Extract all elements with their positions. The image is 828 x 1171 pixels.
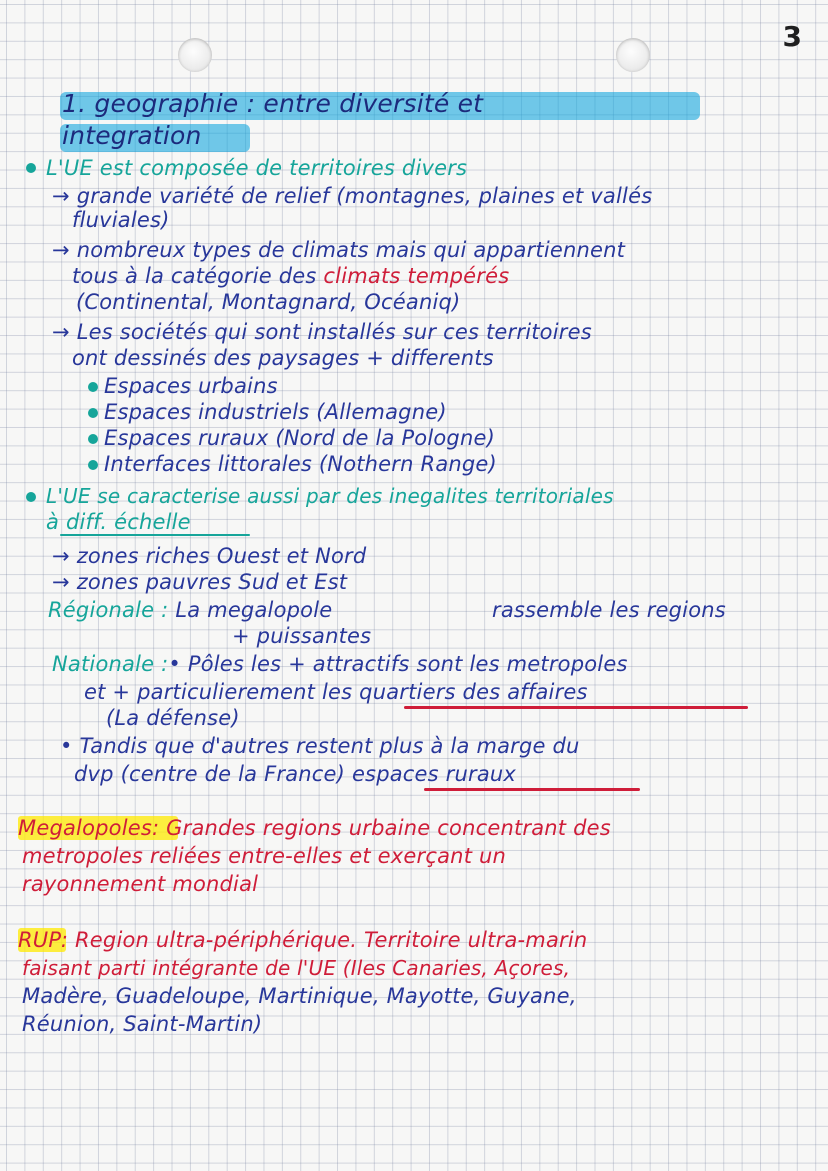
definition-term: Megalopoles <box>18 816 152 840</box>
bullet-item: Espaces ruraux (Nord de la Pologne) <box>104 426 495 450</box>
binder-hole-right <box>616 38 650 72</box>
definition-text: faisant parti intégrante de l'UE (Iles Canaries, Açores, <box>22 956 571 980</box>
page-number: 3 <box>782 20 802 53</box>
underlined-text: espaces ruraux <box>351 762 517 786</box>
list-item: tous à la catégorie des climats tempérés <box>72 264 510 288</box>
heading-underline <box>60 534 250 536</box>
regional-label: Régionale : <box>48 598 169 622</box>
red-underline <box>424 788 640 791</box>
national-line: (La défense) <box>106 706 240 730</box>
section-title-continued: integration <box>62 121 202 150</box>
regional-text: + puissantes <box>232 624 372 648</box>
definition-megalopoles: Megalopoles: Grandes regions urbaine concentrant des <box>18 816 611 840</box>
definition-text: metropoles reliées entre-elles et exerçant un <box>22 844 507 868</box>
list-item: → nombreux types de climats mais qui appartiennent <box>52 238 626 262</box>
definition-text: Madère, Guadeloupe, Martinique, Mayotte, Guyane, <box>22 984 577 1008</box>
bullet-icon <box>88 408 98 418</box>
national-line: • Tandis que d'autres restent plus à la marge du <box>60 734 580 758</box>
national-line: et + particulierement les quartiers des affaires <box>84 680 588 704</box>
arrow-icon: → <box>52 320 70 344</box>
list-item: fluviales) <box>72 208 170 232</box>
bullet-item: Interfaces littorales (Nothern Range) <box>104 452 497 476</box>
bullet-item: Espaces industriels (Allemagne) <box>104 400 447 424</box>
section2-heading-continued: à diff. échelle <box>46 510 191 534</box>
definition-term: RUP <box>18 928 61 952</box>
bullet-icon <box>88 382 98 392</box>
section-title: 1. geographie : entre diversité et <box>62 89 484 118</box>
arrow-icon: → <box>52 184 70 208</box>
list-item: (Continental, Montagnard, Océaniq) <box>76 290 461 314</box>
section1-heading: L'UE est composée de territoires divers <box>46 156 468 180</box>
binder-hole-left <box>178 38 212 72</box>
bullet-icon <box>88 434 98 444</box>
list-item: → Les sociétés qui sont installés sur ces territoires <box>52 320 592 344</box>
section2-heading: L'UE se caracterise aussi par des inegalites territoriales <box>46 484 614 508</box>
national-line: Nationale :• Pôles les + attractifs sont les metropoles <box>52 652 628 676</box>
definition-rup: RUP: Region ultra-périphérique. Territoire ultra-marin <box>18 928 588 952</box>
bullet-item: Espaces urbains <box>104 374 278 398</box>
arrow-icon: → <box>52 238 70 262</box>
list-item: ont dessinés des paysages + differents <box>72 346 494 370</box>
section-bullet <box>26 492 36 502</box>
list-item: → zones pauvres Sud et Est <box>52 570 348 594</box>
list-item: → zones riches Ouest et Nord <box>52 544 367 568</box>
definition-text: Réunion, Saint-Martin) <box>22 1012 263 1036</box>
regional-text: rassemble les regions <box>492 598 726 622</box>
regional-line: Régionale : La megalopole <box>48 598 333 622</box>
definition-text: rayonnement mondial <box>22 872 259 896</box>
underlined-text: les quartiers des affaires <box>322 680 588 704</box>
arrow-icon: → <box>52 570 70 594</box>
arrow-icon: → <box>52 544 70 568</box>
bullet-icon <box>88 460 98 470</box>
list-item: → grande variété de relief (montagnes, plaines et vallés <box>52 184 653 208</box>
section-bullet <box>26 163 36 173</box>
highlight-text: climats tempérés <box>323 264 510 288</box>
national-label: Nationale : <box>52 652 169 676</box>
national-line: dvp (centre de la France) espaces ruraux <box>74 762 517 786</box>
red-underline <box>404 706 748 709</box>
